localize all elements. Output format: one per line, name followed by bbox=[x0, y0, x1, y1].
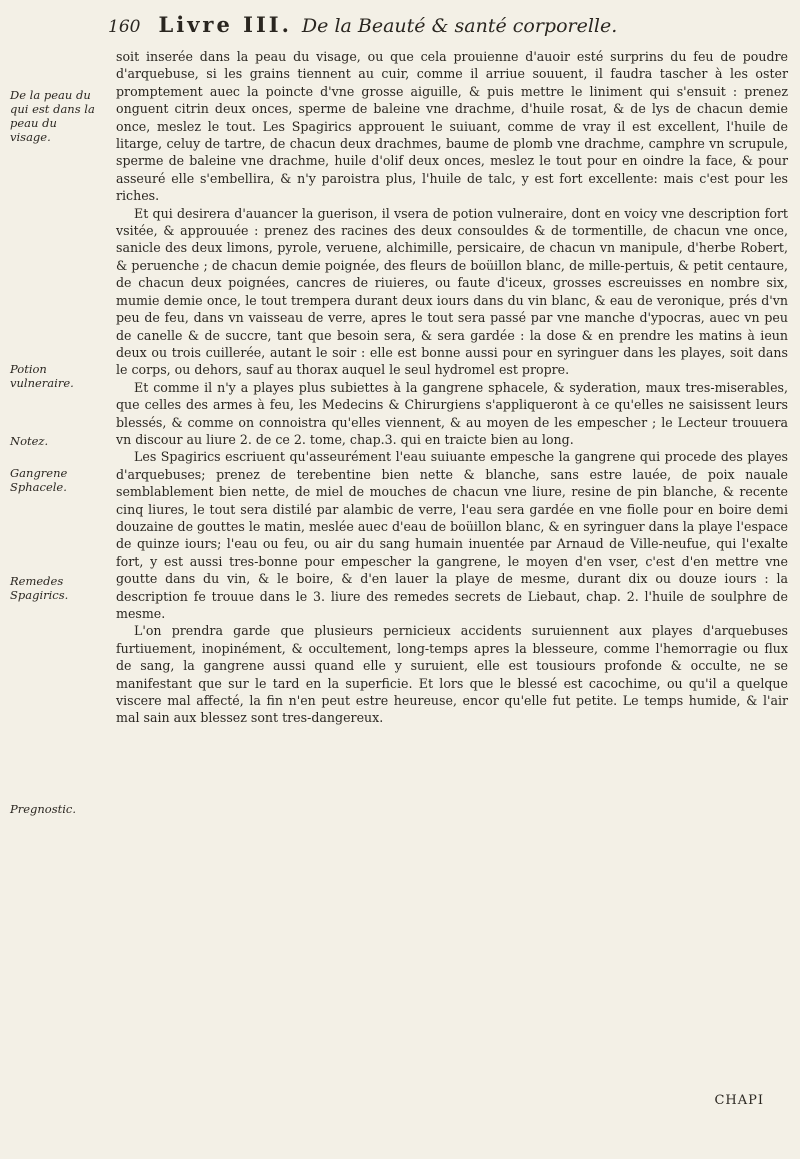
margin-note: De la peau du qui est dans la peau du visage. bbox=[10, 88, 95, 144]
paragraph: Les Spagirics escriuent qu'asseurément l'eau suiuante empesche la gangrene qui procede des playes d'arquebuses; prenez de terebentine bien nette & blanche, sans estre lauée, de poix nauale semblablement bien nette, de miel de mouches de chacun vne liure, resine de pin blanche, & recente cinq liures, le tout sera distilé par alambic de verre, l'eau sera gardée en vne fiolle pour en boire demi douzaine de gouttes le matin, meslée auec d'eau de boüillon blanc, & en syringuer dans la playe l'espace de quinze iours; l'eau ou feu, ou air du sang humain inuentée par Arnaud de Ville-neufue, qui l'exalte fort, y est aussi tres-bonne pour empescher la gangrene, le moyen d'en vser, c'est d'en mettre vne goutte dans du vin, & le boire, & d'en lauer la playe de mesme, durant dix ou douze iours : la description fe trouue dans le 3. liure des remedes secrets de Liebaut, chap. 2. l'huile de soulphre de mesme. bbox=[116, 449, 788, 621]
paragraph: soit inserée dans la peau du visage, ou que cela prouienne d'auoir esté surprins du feu de poudre d'arquebuse, si les grains tiennent au cuir, comme il arriue souuent, il faudra tascher à les oster promptement auec la poincte d'vne grosse aiguille, & puis mettre le liniment qui s'ensuit : prenez onguent citrin deux onces, sperme de baleine vne drachme, d'huile rosat, & de lys de chacun demie once, meslez le tout. Les Spagirics approuent le suiuant, comme de vray il est excellent, l'huile de litarge, celuy de tartre, de chacun deux drachmes, baume de plomb vne drachme, camphre vn scrupule, sperme de baleine vne drachme, huile d'olif deux onces, meslez le tout pour en oindre la face, & pour asseuré elle s'embellira, & n'y paroistra plus, l'huile de talc, y est fort excellente: mais c'est pour les riches. bbox=[116, 49, 788, 204]
margin-note: Potion vulneraire. bbox=[10, 362, 74, 390]
margin-note: Notez. bbox=[10, 434, 49, 448]
catchword: CHAPI bbox=[714, 1093, 764, 1108]
running-title: De la Beauté & santé corporelle. bbox=[301, 15, 618, 37]
body-text bbox=[116, 48, 788, 727]
book-label: Livre III. bbox=[158, 12, 292, 37]
margin-note: Remedes Spagirics. bbox=[10, 574, 69, 602]
page-number: 160 bbox=[108, 17, 141, 37]
margin-note: Gangrene Sphacele. bbox=[10, 466, 68, 494]
paragraph: L'on prendra garde que plusieurs pernicieux accidents suruiennent aux playes d'arquebuses furtiuement, inopinément, & occultement, long-temps apres la blesseure, comme l'hemorragie ou flux de sang, la gangrene aussi quand elle y suruient, elle est tousiours profonde & occulte, ne se manifestant que sur le tard en la superficie. Et lors que le blessé est cacochime, ou qu'il a quelque viscere mal affecté, la fin n'en peut estre heureuse, encor qu'elle fut petite. Le temps humide, & l'air mal sain aux blessez sont tres-dangereux. bbox=[116, 623, 788, 726]
paragraph: Et comme il n'y a playes plus subiettes à la gangrene sphacele, & syderation, maux tres-miserables, que celles des armes à feu, les Medecins & Chirurgiens s'appliqueront à ce qu'elles ne saisissent leurs blessés, & comme on connoistra qu'elles viennent, & au moyen de les empescher ; le Lecteur trouuera vn discour au liure 2. de ce 2. tome, chap.3. qui en traicte bien au long. bbox=[116, 379, 788, 447]
margin-note: Pregnostic. bbox=[10, 802, 77, 816]
running-header bbox=[108, 12, 780, 46]
paragraph: Et qui desirera d'auancer la guerison, il vsera de potion vulneraire, dont en voicy vne description fort vsitée, & approuuée : prenez des racines des deux consouldes & de tormentille, de chacun vne once, sanicle des deux limons, pyrole, veruene, alchimille, persicaire, de chacun vn manipule, d'herbe Robert, & peruenche ; de chacun demie poignée, des fleurs de boüillon blanc, de mille-pertuis, & petit centaure, de chacun deux poignées, cancres de riuieres, ou faute d'iceux, grosses escreuisses en nombre six, mumie demie once, le tout trempera durant deux iours dans du vin blanc, & eau de veronique, prés d'vn peu de feu, dans vn vaisseau de verre, apres le tout sera passé par vne manche d'ypocras, auec vn peu de canelle & de succre, tant que besoin sera, & sera gardée : la dose & en prendre les matins à ieun deux ou trois cuillerée, autant le soir : elle est bonne aussi pour en syringuer dans les playes, soit dans le corps, ou dehors, sauf au thorax auquel le seul hydromel est propre. bbox=[116, 205, 788, 378]
